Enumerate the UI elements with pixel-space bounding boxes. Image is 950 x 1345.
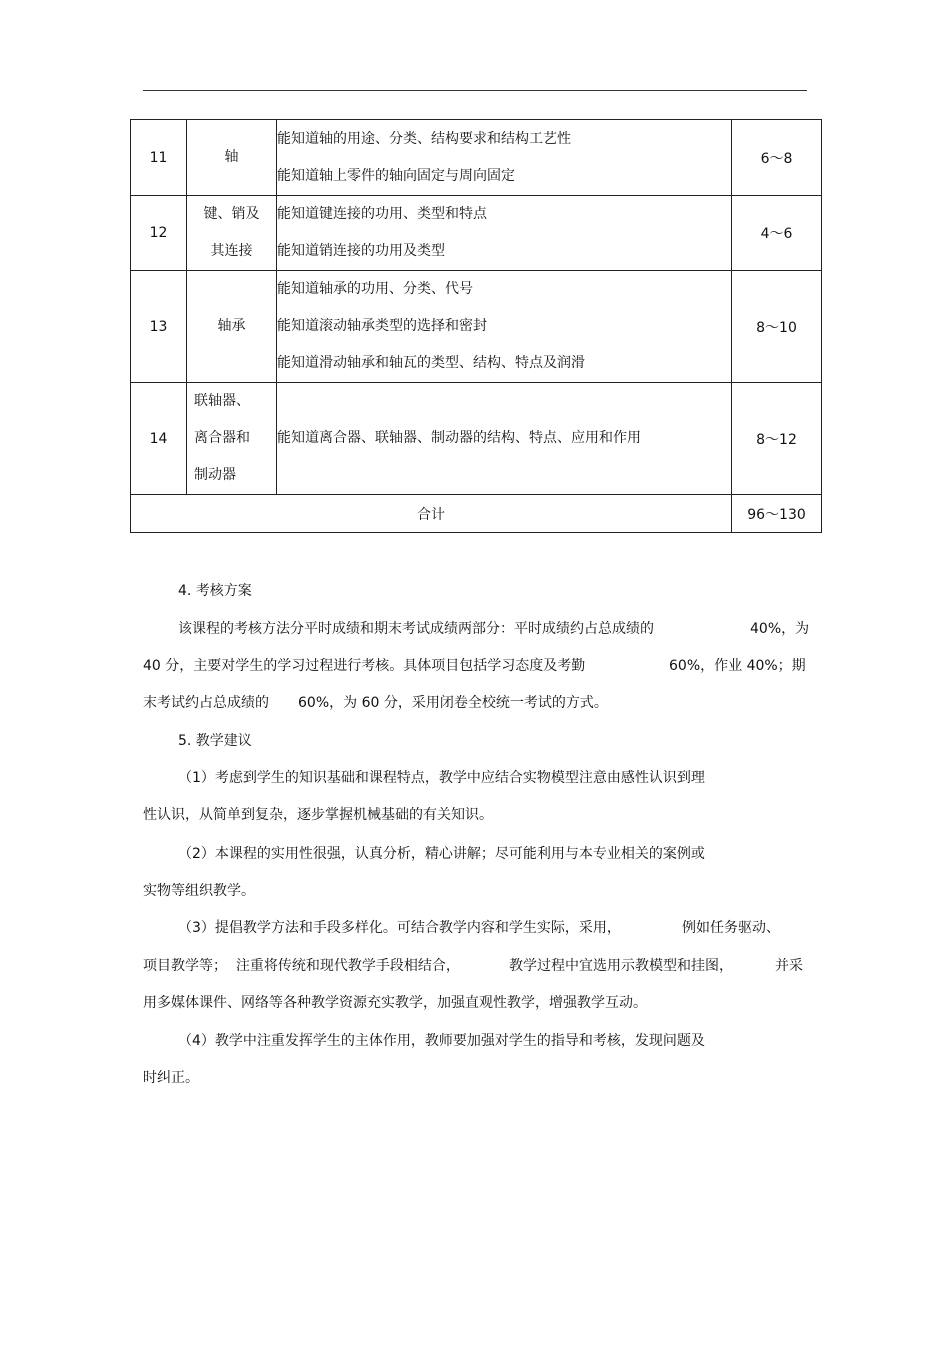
table-row: [131, 383, 822, 495]
table-total-row: [131, 495, 822, 533]
suggestion-2-line-1: （2）本课程的实用性很强，认真分析，精心讲解；尽可能利用与本专业相关的案例或: [178, 846, 705, 862]
table-row: [131, 271, 822, 383]
row-number: 11: [131, 120, 187, 196]
topic-hours: 8～10: [732, 271, 822, 383]
topic-description: 能知道离合器、联轴器、制动器的结构、特点、应用和作用: [277, 383, 732, 495]
suggestion-1-line-2: 性认识，从简单到复杂，逐步掌握机械基础的有关知识。: [143, 807, 493, 823]
total-hours: 96～130: [732, 495, 822, 533]
topic-description: 能知道轴的用途、分类、结构要求和结构工艺性 能知道轴上零件的轴向固定与周向固定: [277, 120, 732, 196]
suggestion-3-line-1: （3）提倡教学方法和手段多样化。可结合教学内容和学生实际，采用， 例如任务驱动、: [178, 920, 780, 936]
suggestion-4-line-1: （4）教学中注重发挥学生的主体作用，教师要加强对学生的指导和考核，发现问题及: [178, 1033, 705, 1049]
topic-description: 能知道键连接的功用、类型和特点 能知道销连接的功用及类型: [277, 196, 732, 271]
topic-hours: 6～8: [732, 120, 822, 196]
section-4-heading: 4. 考核方案: [178, 583, 252, 599]
header-rule: [143, 90, 807, 91]
assessment-line-1: 该课程的考核方法分平时成绩和期末考试成绩两部分：平时成绩约占总成绩的 40%，为: [178, 621, 810, 637]
assessment-line-3: 末考试约占总成绩的 60%，为 60 分，采用闭卷全校统一考试的方式。: [143, 695, 608, 711]
assessment-line-2: 40 分，主要对学生的学习过程进行考核。具体项目包括学习态度及考勤 60%，作业 40%；期: [143, 658, 806, 674]
suggestion-4-line-2: 时纠正。: [143, 1070, 199, 1086]
row-number: 13: [131, 271, 187, 383]
topic-name: 轴: [187, 120, 277, 196]
topic-hours: 8～12: [732, 383, 822, 495]
topic-name: 键、销及 其连接: [187, 196, 277, 271]
section-5-heading: 5. 教学建议: [178, 733, 252, 749]
topic-name: 轴承: [187, 271, 277, 383]
suggestion-2-line-2: 实物等组织教学。: [143, 883, 255, 899]
row-number: 12: [131, 196, 187, 271]
topic-name: 联轴器、 离合器和 制动器: [187, 383, 277, 495]
topic-description: 能知道轴承的功用、分类、代号 能知道滚动轴承类型的选择和密封 能知道滑动轴承和轴瓦的类型、结构、特点及润滑: [277, 271, 732, 383]
suggestion-1-line-1: （1）考虑到学生的知识基础和课程特点，教学中应结合实物模型注意由感性认识到理: [178, 770, 705, 786]
course-hours-table: [130, 119, 822, 533]
topic-hours: 4～6: [732, 196, 822, 271]
table-row: [131, 120, 822, 196]
suggestion-3-line-2: 项目教学等； 注重将传统和现代教学手段相结合， 教学过程中宜选用示教模型和挂图， 并采: [143, 958, 803, 974]
table-row: [131, 196, 822, 271]
total-label: 合计: [131, 495, 732, 533]
row-number: 14: [131, 383, 187, 495]
suggestion-3-line-3: 用多媒体课件、网络等各种教学资源充实教学，加强直观性教学，增强教学互动。: [143, 995, 647, 1011]
